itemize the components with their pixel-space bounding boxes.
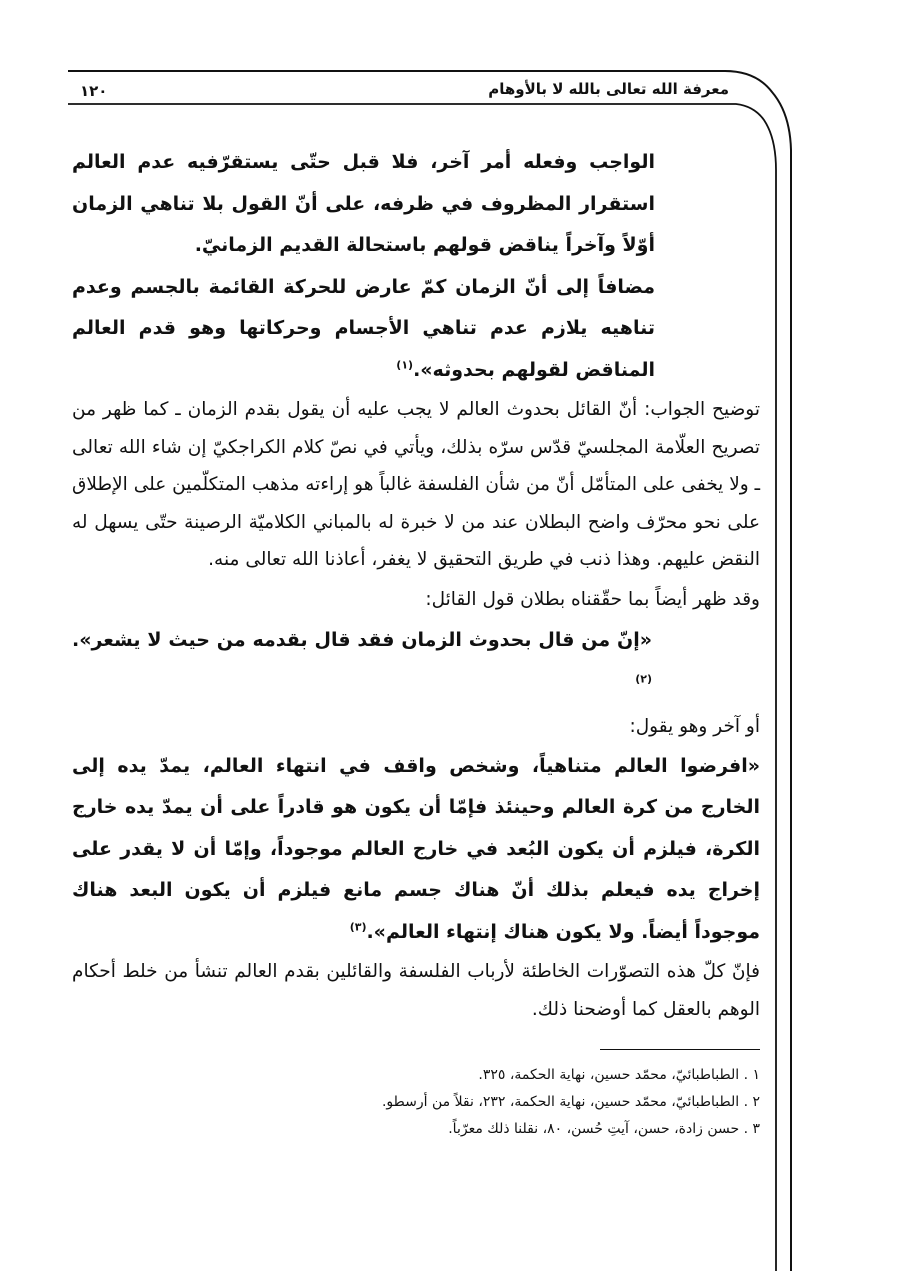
- quote-block: [72, 618, 760, 706]
- footnote-ref: (١): [396, 358, 414, 372]
- footnotes: [300, 1062, 760, 1143]
- explanation-paragraph: توضيح الجواب: أنّ القائل بحدوث العالم لا يجب عليه أن يقول بقدم الزمان ـ كما ظهر من تصريح العلّامة المجلسيّ قدّس سرّه بذلك، ويأتي في نصّ كلام الكراجكيّ إن شاء الله تعالى ـ ولا يخفى على المتأمّل أنّ من شأن الفلسفة غالباً هو إراءته مذهب المتكلّمين على الإطلاق على نحو محرّف واضح البطلان عند من لا خبرة له بالمباني الكلاميّة الرصينة حتّى يسهل له النقض عليهم. وهذا ذنب في طريق التحقيق لا يغفر، أعاذنا الله تعالى منه.: [72, 399, 760, 570]
- quote-text: الواجب وفعله أمر آخر، فلا قبل حتّى يستقرّفيه عدم العالم استقرار المظروف في ظرفه، على أنّ القول بلا تناهي الزمان أوّلاً وآخراً يناقض قولهم باستحالة القديم الزمانيّ.: [72, 151, 655, 256]
- footnote-item: ٣ . حسن زادة، حسن، آيتِ حُسن، ٨٠، نقلنا ذلك معرّباً.: [448, 1121, 760, 1137]
- footnote-item: ٢ . الطباطبائيّ، محمّد حسين، نهاية الحكمة، ٢٣٢، نقلاً من أرسطو.: [381, 1094, 760, 1110]
- conclusion-paragraph: فإنّ كلّ هذه التصوّرات الخاطئة لأرباب الفلسفة والقائلين بقدم العالم تنشأ من خلط أحكام الوهم بالعقل كما أوضحنا ذلك.: [72, 961, 760, 1020]
- running-title: معرفة الله تعالى بالله لا بالأوهام: [488, 80, 729, 98]
- quote-text: «افرضوا العالم متناهياً، وشخص واقف في انتهاء العالم، يمدّ يده إلى الخارج من كرة العالم وحينئذ فإمّا أن يكون هو قادراً على أن يمدّ يده خارج الكرة، فيلزم أن يكون البُعد في خارج العالم موجوداً، وإمّا أن لا يقدر على إخراج يده فيعلم بذلك أنّ هناك جسم مانع فيلزم أن يكون البعد هناك موجوداً أيضاً. ولا يكون هناك إنتهاء العالم».: [72, 754, 760, 943]
- quote-text: «إنّ من قال بحدوث الزمان فقد قال بقدمه من حيث لا يشعر».: [72, 629, 652, 651]
- footnote-divider: [600, 1049, 760, 1050]
- quote-text: مضافاً إلى أنّ الزمان كمّ عارض للحركة القائمة بالجسم وعدم تناهيه يلازم عدم تناهي الأجسام وحركاتها وهو قدم العالم المناقض لقولهم بحدوثه».: [72, 275, 655, 381]
- quote-continuation-2: [72, 267, 760, 392]
- footnote-ref: (٣): [349, 920, 367, 934]
- intro-paragraph-2: أو آخر وهو يقول:: [629, 716, 760, 737]
- intro-paragraph: وقد ظهر أيضاً بما حقّقناه بطلان قول القائل:: [425, 588, 760, 610]
- body-text: [72, 142, 760, 1028]
- footnote-ref: (٢): [635, 672, 652, 686]
- quote-block-2: [72, 746, 760, 954]
- page-number: ١٢٠: [80, 82, 108, 100]
- quote-continuation: [72, 142, 760, 267]
- footnote-item: ١ . الطباطبائيّ، محمّد حسين، نهاية الحكمة، ٣٢٥.: [478, 1067, 760, 1083]
